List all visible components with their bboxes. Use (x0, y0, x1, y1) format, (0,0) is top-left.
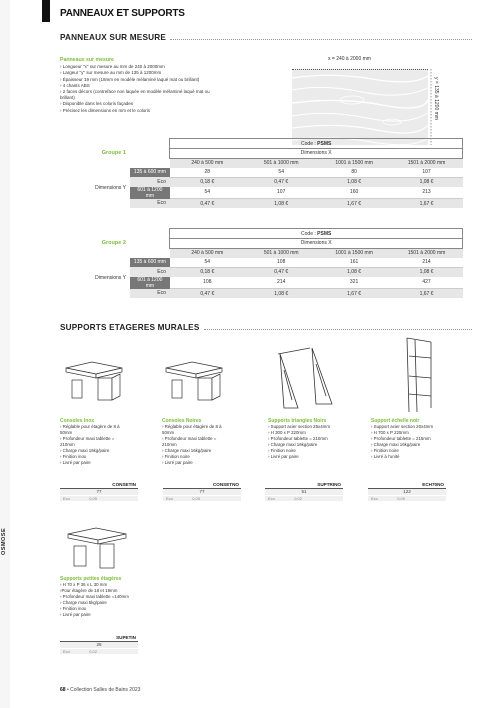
row-label: 601 à 1200 mm (130, 187, 170, 199)
product-supports-petites-etageres (60, 576, 160, 618)
console-inox-image (62, 350, 148, 410)
col-header: 501 à 1000 mm (245, 248, 318, 258)
price-cell: 107 (391, 168, 463, 178)
side-tab (0, 0, 10, 708)
eco-cell: 1,08 € (347, 269, 362, 275)
product-heading: Consoles Noires (162, 418, 202, 424)
dimx-header: Dimensions X (170, 149, 463, 159)
product-consoles-noires (162, 418, 257, 466)
product-bullet: 210mm (162, 442, 177, 447)
support-petite-etagere-image (62, 520, 142, 578)
product-support-echelle (371, 418, 471, 460)
product-bullet: › Finition noire (162, 454, 190, 459)
product-code: CONSETIN (60, 482, 138, 489)
product-price: 51 (265, 489, 343, 496)
product-bullet: ›Pour étagère de 18 et 19mm (60, 588, 118, 593)
code-value: PSMS (317, 140, 332, 147)
col-header: 240 à 500 mm (170, 248, 245, 258)
eco-cell: 1,08 € (274, 200, 289, 207)
product-code: SUPTRINO (265, 482, 343, 489)
code-label: Code : (301, 230, 318, 237)
eco-cell: 0,47 € (200, 200, 215, 207)
product-bullet: › H 700 x P 225mm (371, 430, 409, 435)
product-bullet: › Support acier section 20x4mm (371, 424, 433, 429)
col-header: 501 à 1000 mm (245, 158, 318, 168)
panneaux-intro (60, 57, 270, 114)
section-title-panneaux (60, 33, 472, 42)
price-cell: 214 (245, 277, 318, 289)
product-heading: Supports triangles Noirs (268, 418, 327, 424)
x-dimension-label: x = 240 à 2000 mm (328, 56, 371, 62)
product-heading: Consoles Inox (60, 418, 95, 424)
header-black-tab (42, 0, 50, 22)
product-price: 77 (163, 489, 241, 496)
price-cell: 28 (170, 168, 245, 178)
row-label: 601 à 1200 mm (130, 277, 170, 289)
panneaux-bullet: › Précisez les dimensions en mm et le coloris (60, 107, 151, 113)
product-supports-triangles (268, 418, 368, 460)
row-label: Eco (157, 178, 166, 185)
side-brand-label (1, 545, 7, 555)
product-bullet: › Charge maxi 16kg/paire (268, 442, 318, 447)
eco-cell: 0,47 € (200, 290, 215, 297)
eco-label: Eco (63, 649, 70, 654)
product-bullet: › H 300 x P 220mm (268, 430, 306, 435)
panneaux-bullet: › Disponible dans les coloris façades (60, 101, 134, 107)
ref-box-consetin (60, 482, 138, 501)
eco-cell: 1,67 € (347, 200, 362, 207)
wood-grain-icon (292, 70, 428, 145)
ref-box-supetin (60, 635, 138, 654)
price-cell: 108 (170, 277, 245, 289)
product-bullet: › Charge maxi 5kg/paire (60, 600, 107, 605)
dimx-header: Dimensions X (170, 239, 463, 249)
panneaux-bullet: › Largeur "y" sur mesure au mm de 135 à 1200mm (60, 70, 162, 76)
product-bullet: › Profondeur maxi tablette = (162, 436, 217, 441)
price-cell: 427 (391, 277, 463, 289)
section-divider (204, 325, 472, 330)
price-cell: 107 (245, 187, 318, 199)
col-header: 1501 à 2000 mm (391, 158, 463, 168)
product-bullet: › Livré par paire (162, 460, 193, 465)
product-bullet: › Réglable pour étagère de 8 à (60, 424, 120, 429)
product-heading: Support échelle noir (371, 418, 420, 424)
price-cell: 108 (245, 258, 318, 268)
col-header: 240 à 500 mm (170, 158, 245, 168)
row-label: 135 à 600 mm (130, 258, 170, 268)
product-bullet: › Livré par paire (60, 612, 91, 617)
eco-cell: 1,08 € (347, 179, 362, 185)
dimy-header: Dimensions Y (95, 184, 126, 191)
eco-cell: 1,67 € (419, 200, 434, 207)
product-bullet: › Profondeur maxi tablette = (60, 436, 115, 441)
price-cell: 161 (318, 258, 391, 268)
product-bullet: › Profondeur maxi tablette =140mm (60, 594, 129, 599)
product-bullet: › H 70 x P 36 x L 30 mm (60, 582, 108, 587)
eco-value: 0,05 (192, 496, 200, 501)
product-bullet: › Réglable pour étagère de 8 à (162, 424, 222, 429)
eco-value: 0,05 (89, 496, 97, 501)
eco-label: Eco (268, 496, 275, 501)
row-label: 135 à 600 mm (130, 168, 170, 178)
col-header: 1001 à 1500 mm (318, 248, 391, 258)
page-footer (60, 687, 140, 693)
group-label: Groupe 1 (101, 150, 126, 157)
panneaux-bullet: › Épaisseur 19 mm (18mm en modèle mélaminé laqué mat ou brillant) (60, 76, 200, 82)
section-title-text: SUPPORTS ETAGERES MURALES (60, 323, 200, 332)
product-bullet: 210mm (60, 442, 75, 447)
eco-cell: 0,18 € (200, 269, 215, 275)
page-number: 68 (60, 687, 66, 693)
product-bullet: › Charge maxi 16kg/paire (60, 448, 110, 453)
price-cell: 54 (245, 168, 318, 178)
panneaux-bullet: brillant) (60, 95, 75, 101)
eco-label: Eco (371, 496, 378, 501)
product-bullet: › Profondeur tablette = 215mm (371, 436, 431, 441)
product-bullet: › Support acier section 25x4mm (268, 424, 330, 429)
eco-value: 0,02 (89, 649, 97, 654)
price-cell: 213 (391, 187, 463, 199)
eco-cell: 0,47 € (274, 269, 289, 275)
eco-cell: 1,08 € (274, 290, 289, 297)
price-table-group2 (60, 228, 463, 298)
ref-box-suptrino (265, 482, 343, 501)
panel-dimension-diagram (288, 55, 448, 151)
console-noire-image (162, 350, 248, 410)
product-bullet: › Livré par paire (60, 460, 91, 465)
product-code: SUPETIN (60, 635, 138, 642)
product-bullet: › Livré à l'unité (371, 454, 400, 459)
product-bullet: 50mm (162, 430, 175, 435)
y-dimension-label: y = 135 à 1200 mm (433, 77, 439, 120)
eco-cell: 0,47 € (274, 179, 289, 185)
eco-cell: 0,18 € (200, 179, 215, 185)
section-divider (170, 35, 472, 40)
product-code: ECH70NO (368, 482, 446, 489)
group-label: Groupe 2 (101, 240, 126, 247)
price-cell: 80 (318, 168, 391, 178)
panneaux-bullet: › 4 chants ABS (60, 82, 90, 88)
product-price: 77 (60, 489, 138, 496)
section-title-text: PANNEAUX SUR MESURE (60, 33, 167, 42)
eco-label: Eco (166, 496, 173, 501)
product-price: 28 (60, 642, 138, 649)
row-label: Eco (157, 268, 166, 275)
dimy-header: Dimensions Y (95, 274, 126, 281)
code-value: PSMS (317, 230, 332, 237)
ref-box-ech70no (368, 482, 446, 501)
product-consoles-inox (60, 418, 150, 466)
support-triangle-image (270, 340, 350, 412)
wood-panel-image (292, 69, 428, 145)
product-code: CONSETNO (163, 482, 241, 489)
code-header (170, 139, 463, 149)
eco-value: 0,02 (294, 496, 302, 501)
product-bullet: 50mm (60, 430, 73, 435)
product-bullet: › Livré par paire (268, 454, 299, 459)
eco-value: 0,09 (397, 496, 405, 501)
product-bullet: › Profondeur tablette = 210mm (268, 436, 328, 441)
price-table-group1 (60, 138, 463, 208)
row-label: Eco (157, 290, 166, 297)
eco-cell: 1,67 € (347, 290, 362, 297)
eco-cell: 1,67 € (419, 290, 434, 297)
price-cell: 160 (318, 187, 391, 199)
product-heading: Supports petites étagères (60, 576, 122, 582)
price-cell: 54 (170, 258, 245, 268)
price-cell: 321 (318, 277, 391, 289)
code-label: Code : (301, 140, 318, 147)
section-title-supports (60, 323, 472, 332)
panneaux-heading: Panneaux sur mesure (60, 57, 114, 63)
panneaux-bullet: › 2 faces décors (contreface non laquée en modèle mélaminé laqué mat ou (60, 89, 210, 95)
price-cell: 214 (391, 258, 463, 268)
support-echelle-image (395, 336, 445, 414)
price-cell: 54 (170, 187, 245, 199)
eco-cell: 1,08 € (419, 179, 434, 185)
product-bullet: › Finition noire (268, 448, 296, 453)
product-bullet: › Charge maxi 16kg/paire (162, 448, 212, 453)
ref-box-consetno (163, 482, 241, 501)
product-bullet: › Finition inox (60, 454, 87, 459)
product-bullet: › Finition noire (371, 448, 399, 453)
panneaux-bullet: › Longueur "x" sur mesure au mm de 240 à 2000mm (60, 64, 165, 70)
col-header: 1001 à 1500 mm (318, 158, 391, 168)
footer-text: • Collection Salles de Bains 2023 (65, 687, 141, 693)
product-bullet: › Charge maxi 16kg/paire (371, 442, 421, 447)
eco-cell: 1,08 € (419, 269, 434, 275)
eco-label: Eco (63, 496, 70, 501)
col-header: 1501 à 2000 mm (391, 248, 463, 258)
code-header (170, 229, 463, 239)
product-bullet: › Finition inox (60, 606, 87, 611)
page-title: PANNEAUX ET SUPPORTS (60, 8, 185, 19)
row-label: Eco (157, 200, 166, 207)
product-price: 122 (368, 489, 446, 496)
